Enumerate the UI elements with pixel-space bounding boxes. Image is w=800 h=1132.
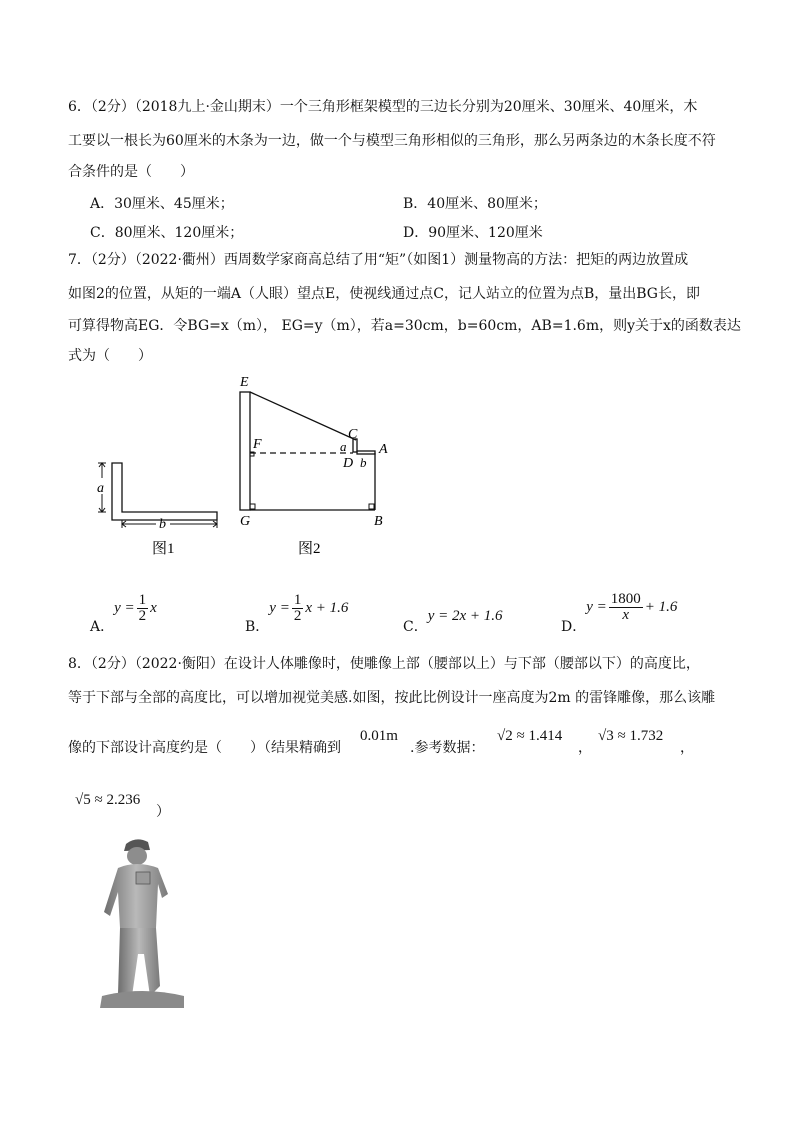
fig2-label-a: A <box>379 442 388 457</box>
q7-line2: 如图2的位置，从矩的一端A（人眼）望点E，使视线通过点C，记人站立的位置为点B，量出BG长，即 <box>68 286 700 302</box>
fig1-label-b: b <box>159 517 166 532</box>
q7-option-b-denominator: 2 <box>293 607 302 624</box>
q7-option-d-numerator: 1800 <box>610 590 641 607</box>
q7-line4: 式为（ ） <box>68 348 152 364</box>
fig2-label-d: D <box>343 456 354 471</box>
q7-option-d-fraction <box>609 592 643 623</box>
q6-option-b[interactable]: B．40厘米、80厘米； <box>403 196 547 212</box>
q7-line1: 7．（2分）（2022·衢州）西周数学家商高总结了用“矩”（如图1）测量物高的方法：把矩的两边放置成 <box>68 252 689 268</box>
q7-option-b-letter: B． <box>245 619 270 635</box>
fig2-label-g: G <box>240 514 251 529</box>
fig1-square <box>112 463 217 520</box>
q8-comma-2: ， <box>680 740 694 756</box>
q8-comma-1: ， <box>578 740 592 756</box>
fig2-label-c: C <box>348 427 358 442</box>
q8-ref-label: .参考数据： <box>410 740 485 756</box>
q7-option-b-lhs: y = <box>269 599 290 616</box>
q6-line1: 6．（2分）（2018九上·金山期末）一个三角形框架模型的三边长分别为20厘米、30厘米、40厘米，木 <box>68 99 698 115</box>
q7-option-a[interactable] <box>90 580 157 636</box>
fig2-label-b-small: b <box>360 455 367 470</box>
q8-line2: 等于下部与全部的高度比，可以增加视觉美感.如图，按此比例设计一座高度为2m 的雷锋雕像，那么该雕 <box>68 690 716 706</box>
fig1-caption: 图1 <box>152 541 175 557</box>
fig2-label-b: B <box>374 514 383 529</box>
fig2-label-a-small: a <box>340 439 347 454</box>
q7-option-d-letter: D． <box>561 619 587 635</box>
q7-option-a-rest: x <box>150 599 157 616</box>
q6-line3: 合条件的是（ ） <box>68 164 194 180</box>
statue-image <box>96 836 188 1008</box>
q7-option-b-rest: x + 1.6 <box>305 599 349 616</box>
q7-option-d-rest: + 1.6 <box>644 598 678 615</box>
q7-option-a-lhs: y = <box>114 599 135 616</box>
q7-option-a-denominator: 2 <box>138 607 147 624</box>
q7-option-b-numerator: 1 <box>293 591 302 608</box>
q6-option-a[interactable]: A．30厘米、45厘米； <box>90 196 234 212</box>
fig2-label-f: F <box>253 437 262 452</box>
q6-option-d[interactable]: D．90厘米、120厘米 <box>403 225 543 241</box>
q7-option-a-numerator: 1 <box>138 591 147 608</box>
q7-figure <box>90 370 400 560</box>
q6-option-c[interactable]: C．80厘米、120厘米； <box>90 225 244 241</box>
q6-line2: 工要以一根长为60厘米的木条为一边，做一个与模型三角形相似的三角形，那么另两条边的木条长度不符 <box>68 133 716 149</box>
q8-close-paren: ） <box>156 804 170 820</box>
fig1-label-a: a <box>97 481 104 496</box>
q7-option-b[interactable] <box>245 580 348 636</box>
q7-option-b-fraction <box>292 593 304 624</box>
q7-option-d-denominator: x <box>622 606 630 623</box>
q7-option-c-letter: C． <box>403 619 428 635</box>
q7-option-a-letter: A． <box>90 619 115 635</box>
q7-option-a-fraction <box>137 593 149 624</box>
q8-line1: 8．（2分）（2022·衡阳）在设计人体雕像时，使雕像上部（腰部以上）与下部（腰部以下）的高度比， <box>68 656 700 672</box>
fig2-label-e: E <box>240 375 249 390</box>
fig1-dimension-b <box>122 520 217 528</box>
q7-option-d[interactable] <box>561 578 677 636</box>
q8-ref-sqrt5: √5 ≈ 2.236 <box>75 792 141 808</box>
q8-precision: 0.01m <box>360 728 398 744</box>
q8-ref-sqrt3: √3 ≈ 1.732 <box>598 728 664 744</box>
q8-ref-sqrt2: √2 ≈ 1.414 <box>497 728 563 744</box>
q7-option-d-lhs: y = <box>586 598 607 615</box>
fig2-caption: 图2 <box>298 541 321 557</box>
q8-line3: 像的下部设计高度约是（ ）（结果精确到 <box>68 740 341 756</box>
q7-option-c[interactable] <box>403 580 503 636</box>
q7-line3: 可算得物高EG．令BG=x（m）， EG=y（m），若a=30cm，b=60cm，AB=1.6m，则y关于x的函数表达 <box>68 318 741 334</box>
q7-option-c-expr: y = 2x + 1.6 <box>427 607 503 624</box>
